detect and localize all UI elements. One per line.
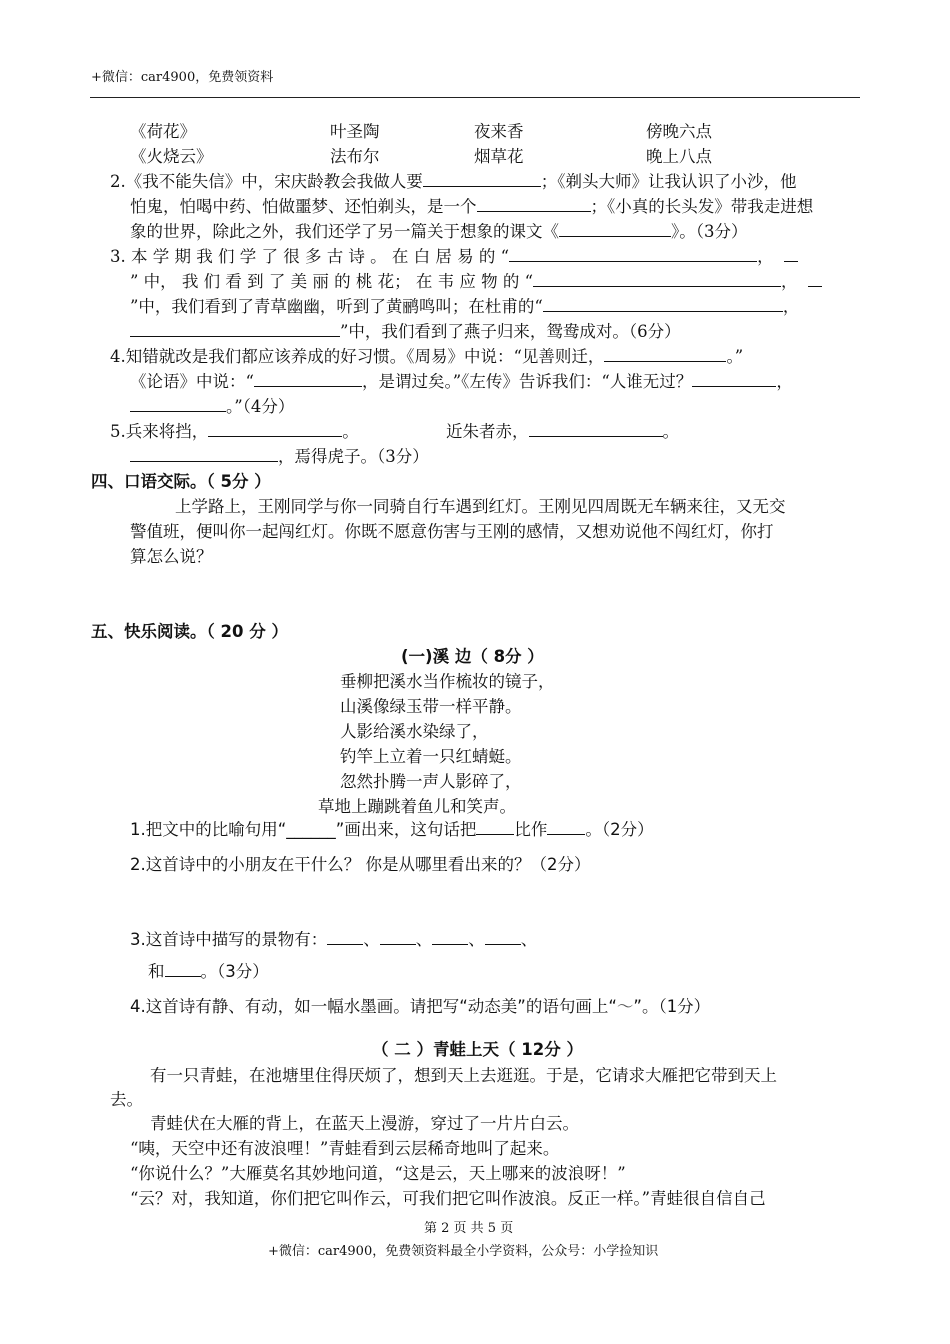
question-4-line: 《论语》中说：“ ，是谓过矣。”《左传》告诉我们：“人谁无过？ ， [130,372,793,391]
poem-title: (一)溪 边（ 8分 ） [401,647,544,666]
story-paragraph: 有一只青蛙，在池塘里住得厌烦了，想到天上去逛逛。于是，它请求大雁把它带到天上 [150,1066,777,1085]
match-cell: 晚上八点 [646,147,712,166]
answer-blank[interactable] [208,420,342,437]
page-header: +微信：car4900，免费领资料 [91,70,274,85]
answer-blank[interactable] [130,395,226,412]
match-cell: 《荷花》 [130,122,196,141]
poem-line: 垂柳把溪水当作梳妆的镜子， [340,672,555,691]
story-paragraph: 青蛙伏在大雁的背上，在蓝天上漫游，穿过了一片片白云。 [150,1114,579,1133]
question-3-line: ”中，我们看到了青草幽幽，听到了黄鹂鸣叫；在杜甫的“ ， [130,297,800,316]
match-cell: 傍晚六点 [646,122,712,141]
story-paragraph: “云？对，我知道，你们把它叫作云，可我们把它叫作波浪。反正一样。”青蛙很自信自己 [130,1189,766,1208]
header-divider [90,97,860,98]
reading-question-2: 2.这首诗中的小朋友在干什么？ 你是从哪里看出来的？（2分） [130,855,591,874]
question-3-line: 3. 本 学 期 我 们 学 了 很 多 古 诗 。 在 白 居 易 的 “ ， [110,245,798,269]
answer-blank[interactable] [327,928,363,945]
answer-blank[interactable] [130,445,278,462]
story-title: （ 二 ）青蛙上天（ 12分 ） [372,1040,583,1059]
answer-blank[interactable] [509,245,757,262]
question-3-line: ” 中， 我 们 看 到 了 美 丽 的 桃 花； 在 韦 应 物 的 “ ， [130,270,822,294]
match-cell: 叶圣陶 [330,122,380,141]
match-cell: 烟草花 [474,147,524,166]
answer-blank[interactable] [547,818,585,835]
question-5-line: ，焉得虎子。（3分） [130,445,429,469]
answer-blank[interactable] [476,818,514,835]
answer-blank[interactable] [543,295,783,312]
reading-question-3: 3.这首诗中描写的景物有： 、 、 、 、 [130,930,538,949]
wavy-line-glyph: ～ [616,997,634,1016]
answer-blank[interactable] [477,195,591,212]
question-2-line: 怕鬼，怕喝中药、怕做噩梦、还怕剃头，是一个 ；《小真的长头发》带我走进想 [130,197,814,216]
page-number: 第 2 页 共 5 页 [424,1221,514,1236]
reading-question-3-cont: 和 。（3分） [148,962,269,981]
answer-blank[interactable] [604,345,726,362]
answer-blank[interactable] [130,320,340,337]
question-5-line: 5.兵来将挡， 。 [110,422,359,441]
poem-line: 草地上蹦跳着鱼儿和笑声。 [318,797,516,816]
section-4-paragraph: 算怎么说？ [130,547,213,566]
answer-blank[interactable] [485,928,521,945]
answer-blank[interactable] [559,220,671,237]
answer-blank[interactable] [380,928,416,945]
page-footer: +微信：car4900，免费领资料最全小学资料，公众号：小学捡知识 [268,1244,659,1259]
story-paragraph: “你说什么？”大雁莫名其妙地问道，“这是云，天上哪来的波浪呀！” [130,1164,626,1183]
poem-line: 人影给溪水染绿了， [340,722,489,741]
poem-line: 钓竿上立着一只红蜻蜓。 [340,747,522,766]
answer-blank[interactable] [432,928,468,945]
section-4-title: 四、口语交际。（ 5分 ） [91,472,271,491]
question-2-line: 象的世界，除此之外，我们还学了另一篇关于想象的课文《 》。（3分） [130,222,748,241]
question-4-line: 4.知错就改是我们都应该养成的好习惯。《周易》中说：“见善则迁， 。” [110,347,744,366]
match-cell: 法布尔 [330,147,380,166]
section-5-title: 五、快乐阅读。（ 20 分 ） [91,622,288,641]
question-4-line: 。”（4分） [130,395,294,419]
poem-line: 忽然扑腾一声人影碎了， [340,772,522,791]
answer-blank[interactable] [784,245,798,262]
answer-blank[interactable] [423,170,541,187]
question-5-line: 近朱者赤， 。 [446,422,679,441]
answer-blank[interactable] [165,960,201,977]
poem-line: 山溪像绿玉带一样平静。 [340,697,522,716]
section-4-paragraph: 警值班，便叫你一起闯红灯。你既不愿意伤害与王刚的感情，又想劝说他不闯红灯，你打 [130,522,774,541]
answer-blank[interactable] [533,270,781,287]
answer-blank[interactable] [808,270,822,287]
answer-blank[interactable] [254,370,362,387]
reading-question-1: 1.把文中的比喻句用“______”画出来，这句话把 比作 。（2分） [130,820,654,839]
answer-blank[interactable] [692,370,776,387]
match-cell: 《火烧云》 [130,147,213,166]
reading-question-4: 4.这首诗有静、有动，如一幅水墨画。请把写“动态美”的语句画上“～”。（1分） [130,997,711,1016]
section-4-paragraph: 上学路上，王刚同学与你一同骑自行车遇到红灯。王刚见四周既无车辆来往，又无交 [175,497,786,516]
question-3-line: ”中，我们看到了燕子归来，鸳鸯成对。（6分） [130,320,681,344]
question-2-line: 2.《我不能失信》中，宋庆龄教会我做人要 ；《剃头大师》让我认识了小沙，他 [110,172,797,191]
story-paragraph: “咦，天空中还有波浪哩！”青蛙看到云层稀奇地叫了起来。 [130,1139,560,1158]
story-paragraph: 去。 [110,1090,143,1109]
answer-blank[interactable] [529,420,663,437]
match-cell: 夜来香 [474,122,524,141]
